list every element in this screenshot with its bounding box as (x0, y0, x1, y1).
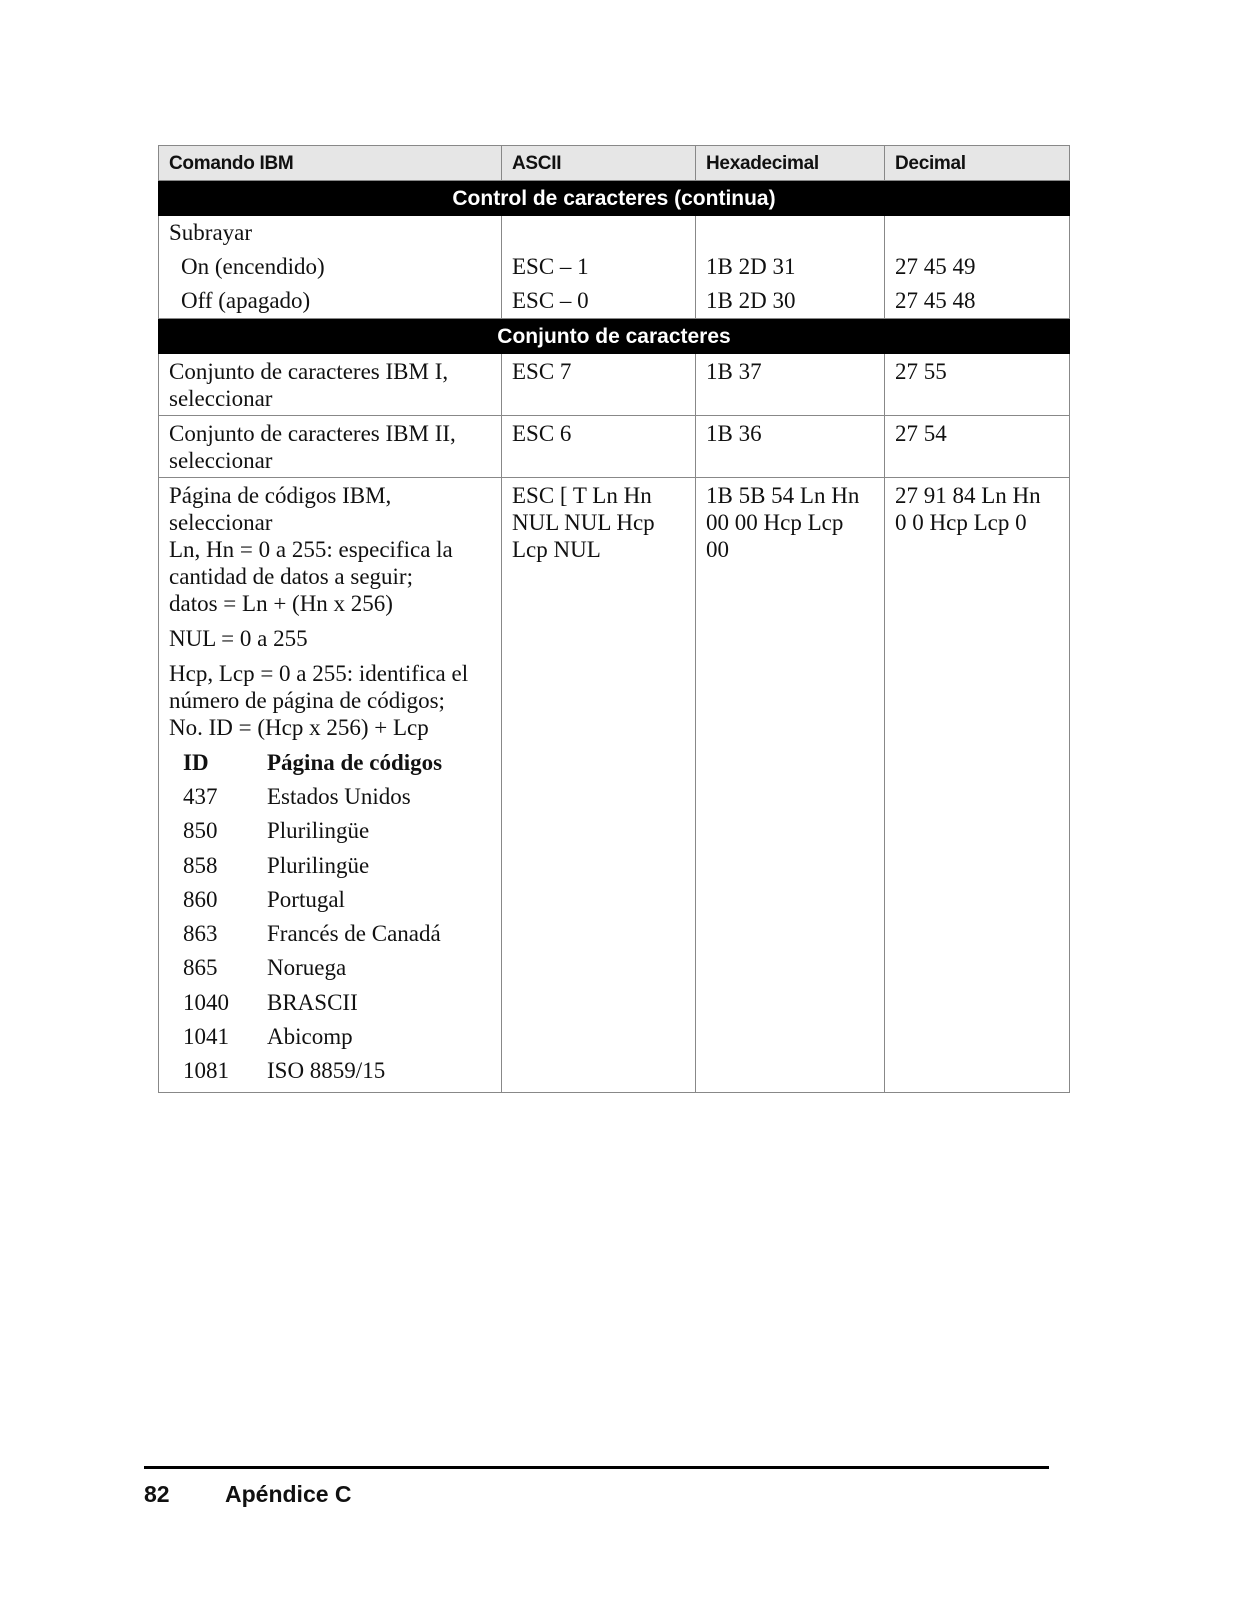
command-text: NUL = 0 a 255 (169, 626, 308, 651)
codepage-name: Portugal (267, 886, 345, 912)
ascii-value: ESC – 0 (512, 288, 589, 313)
ascii-value: ESC – 1 (512, 254, 589, 279)
command-text: cantidad de datos a seguir; (169, 564, 413, 589)
hex-value: 00 (706, 537, 729, 562)
command-text: datos = Ln + (Hn x 256) (169, 591, 393, 616)
command-text: número de página de códigos; (169, 688, 445, 713)
ascii-value: ESC [ T Ln Hn (512, 483, 652, 508)
codepage-name: Abicomp (267, 1024, 353, 1050)
codepage-name: Estados Unidos (267, 783, 411, 809)
section-title: Control de caracteres (continua) (159, 181, 1070, 216)
codepage-name: Noruega (267, 955, 347, 981)
list-item (183, 1019, 442, 1053)
table-row-underline (159, 216, 1070, 319)
command-text: No. ID = (Hcp x 256) + Lcp (169, 715, 429, 740)
command-text: Página de códigos IBM, (169, 483, 392, 508)
command-text: Ln, Hn = 0 a 255: especifica la (169, 537, 453, 562)
codepage-description (169, 482, 491, 617)
cell-ascii: ESC 6 (502, 416, 696, 478)
codepage-list (183, 745, 442, 1088)
underline-title: Subrayar (169, 220, 253, 245)
hex-value: 1B 2D 30 (706, 288, 796, 313)
nul-note (169, 625, 491, 652)
hex-value: 1B 2D 31 (706, 254, 796, 279)
cell-decimal: 27 55 (885, 354, 1070, 416)
codepage-list-header (183, 745, 442, 779)
codepage-name: BRASCII (267, 989, 358, 1015)
hcp-note (169, 660, 491, 741)
cell-command (159, 216, 502, 319)
codepage-name: Plurilingüe (267, 852, 370, 878)
cell-ascii (502, 216, 696, 319)
hex-value: 1B 5B 54 Ln Hn (706, 483, 860, 508)
underline-on-label: On (encendido) (181, 254, 325, 279)
codepage-id: 437 (183, 783, 218, 809)
list-item (183, 779, 442, 813)
list-item (183, 951, 442, 985)
command-text: seleccionar (169, 386, 273, 411)
cell-command (159, 416, 502, 478)
cell-hex (696, 478, 885, 1093)
section-row-control (159, 181, 1070, 216)
codepage-id: 1081 (183, 1058, 229, 1084)
command-text: seleccionar (169, 448, 273, 473)
codepage-name-header: Página de códigos (267, 749, 443, 775)
decimal-value: 0 0 Hcp Lcp 0 (895, 510, 1027, 535)
cell-hex (696, 216, 885, 319)
codepage-id: 1040 (183, 989, 229, 1015)
codepage-id: 850 (183, 818, 218, 844)
page-number: 82 (144, 1481, 170, 1507)
cell-decimal (885, 216, 1070, 319)
underline-off-label: Off (apagado) (181, 288, 311, 313)
header-decimal: Decimal (885, 146, 1070, 181)
header-hexadecimal: Hexadecimal (696, 146, 885, 181)
cell-ascii: ESC 7 (502, 354, 696, 416)
footer-divider (144, 1466, 1049, 1469)
header-ascii: ASCII (502, 146, 696, 181)
decimal-value: 27 45 49 (895, 254, 976, 279)
table-row-ibm-i (159, 354, 1070, 416)
ascii-value: Lcp NUL (512, 537, 601, 562)
codepage-id-header: ID (183, 749, 209, 775)
cell-decimal: 27 54 (885, 416, 1070, 478)
cell-command (159, 354, 502, 416)
table-row-codepage (159, 478, 1070, 1093)
header-comando-ibm: Comando IBM (159, 146, 502, 181)
list-item (183, 985, 442, 1019)
cell-hex: 1B 37 (696, 354, 885, 416)
cell-command (159, 478, 502, 1093)
codepage-name: ISO 8859/15 (267, 1058, 386, 1084)
codepage-name: Plurilingüe (267, 818, 370, 844)
codepage-id: 1041 (183, 1024, 229, 1050)
list-item (183, 882, 442, 916)
hex-value: 00 00 Hcp Lcp (706, 510, 844, 535)
decimal-value: 27 45 48 (895, 288, 976, 313)
table-header-row (159, 146, 1070, 181)
list-item (183, 916, 442, 950)
codepage-name: Francés de Canadá (267, 921, 441, 947)
codepage-id: 860 (183, 886, 218, 912)
section-title: Conjunto de caracteres (159, 319, 1070, 354)
command-text: Hcp, Lcp = 0 a 255: identifica el (169, 661, 469, 686)
cell-hex: 1B 36 (696, 416, 885, 478)
list-item (183, 1054, 442, 1088)
cell-decimal (885, 478, 1070, 1093)
list-item (183, 814, 442, 848)
cell-ascii (502, 478, 696, 1093)
table-row-ibm-ii (159, 416, 1070, 478)
codepage-id: 865 (183, 955, 218, 981)
decimal-value: 27 91 84 Ln Hn (895, 483, 1041, 508)
command-table (158, 145, 1070, 1093)
command-text: Conjunto de caracteres IBM I, (169, 359, 449, 384)
codepage-id: 863 (183, 921, 218, 947)
codepage-id: 858 (183, 852, 218, 878)
ascii-value: NUL NUL Hcp (512, 510, 655, 535)
command-text: seleccionar (169, 510, 273, 535)
footer-title: Apéndice C (225, 1481, 352, 1507)
command-text: Conjunto de caracteres IBM II, (169, 421, 456, 446)
list-item (183, 848, 442, 882)
section-row-charset (159, 319, 1070, 354)
